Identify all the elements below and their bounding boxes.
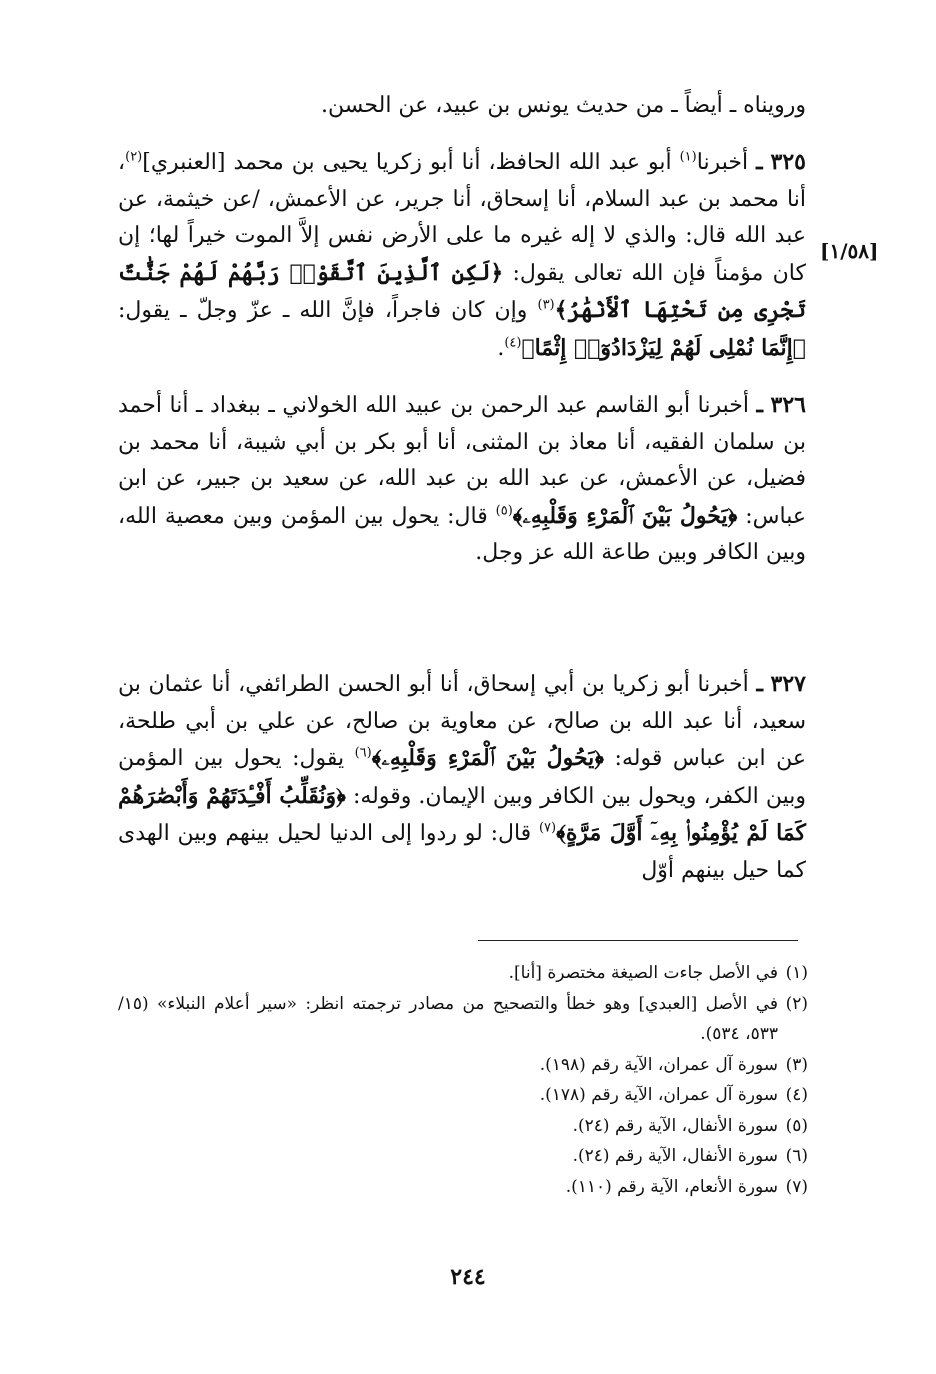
hadith-text: .: [497, 335, 505, 361]
footnote-number: (٥): [785, 1115, 808, 1136]
footnote: [118, 958, 808, 989]
footnote-ref-1[interactable]: (١): [679, 149, 697, 165]
hadith-text: أبو عبد الله الحافظ، أنا أبو زكريا يحيى بن محمد [العنبري]: [142, 150, 680, 175]
hadith-text: قال: يحول بين المؤمن وبين معصية الله، وبين الكافر وبين طاعة الله عز وجل.: [118, 503, 806, 565]
hadith-number: ٣٢٦: [770, 392, 806, 418]
footnote-ref-5[interactable]: (٥): [495, 503, 513, 519]
footnote-number: (٦): [785, 1146, 808, 1166]
footnote-ref-3[interactable]: (٣): [537, 297, 555, 313]
footnote-text: في الأصل جاءت الصيغة مختصرة [أنا].: [508, 963, 778, 983]
footnote-ref-7[interactable]: (٧): [538, 820, 557, 836]
footnote: [118, 1172, 808, 1203]
hadith-325: [118, 144, 806, 367]
footnote-ref-4[interactable]: (٤): [504, 335, 522, 351]
quran-verse: ﴿يَحُولُ بَيْنَ ٱلْمَرْءِ وَقَلْبِهِۦ﴾: [512, 502, 738, 529]
footnote-number: (١): [785, 963, 808, 983]
footnotes: [118, 958, 808, 1202]
hadith-dash: ـ: [756, 392, 763, 418]
footnote: [118, 1080, 808, 1111]
hadith-327: [118, 666, 806, 889]
page-number: ٢٤٤: [450, 1264, 486, 1290]
hadith-text: أخبرنا أبو القاسم عبد الرحمن بن عبيد الله الخولاني ـ ببغداد ـ أنا أحمد بن سلمان الفقيه، أنا معاذ بن المثنى، أنا أبو بكر بن أبي شيبة، أنا محمد بن فضيل، عن الأعمش، عن عبد الله بن عبد الله، عن سعيد بن جبير، عن ابن عباس:: [118, 393, 806, 529]
hadith-text: يقول: يحول بين المؤمن وبين الكفر، ويحول بين الكافر وبين الإيمان. وقوله:: [118, 746, 806, 809]
quran-verse: ﴿إِنَّمَا نُمْلِى لَهُمْ لِيَزْدَادُوٓا۟ إِثْمًا﴾: [521, 334, 806, 361]
hadith-number: ٣٢٧: [770, 671, 806, 697]
hadith-text: أخبرنا: [696, 150, 749, 175]
hadith-number: ٣٢٥: [770, 149, 806, 175]
hadith-text: قال: لو ردوا إلى الدنيا لحيل بينهم وبين الهدى كما حيل بينهم أوّل: [118, 821, 806, 883]
footnote-ref-2[interactable]: (٢): [125, 149, 143, 165]
hadith-text: ، أنا محمد بن عبد السلام، أنا إسحاق، أنا جرير، عن الأعمش، /عن خيثمة، عن عبد الله قال: والذي لا إله غيره ما على الأرض نفس إلاَّ الموت خيراً لها؛ إن كان مؤمناً فإن الله تعالى يقول:: [118, 150, 806, 286]
manuscript-folio-reference: [١/٥٨]: [820, 239, 879, 263]
footnote: [118, 1111, 808, 1142]
footnote-text: سورة آل عمران، الآية رقم (١٧٨).: [539, 1085, 778, 1105]
hadith-text: وإن كان فاجراً، فإنَّ الله ـ عزّ وجلّ ـ يقول:: [118, 298, 538, 323]
footnote-divider: [478, 940, 798, 941]
footnote: [118, 1050, 808, 1081]
footnote-text: سورة الأنعام، الآية رقم (١١٠).: [565, 1176, 778, 1197]
footnote-text: سورة آل عمران، الآية رقم (١٩٨).: [539, 1054, 778, 1075]
footnote-text: سورة الأنفال، الآية رقم (٢٤).: [572, 1146, 778, 1166]
intro-text: ورويناه ـ أيضاً ـ من حديث يونس بن عبيد، عن الحسن.: [321, 93, 806, 118]
quran-verse: ﴿لَكِنِ ٱلَّذِينَ ٱتَّقَوْا۟ رَبَّهُمْ لَهُمْ جَنَّٰتٌ تَجْرِى مِن تَحْتِهَا ٱلْأَنْهَٰرُ﴾: [118, 259, 806, 323]
intro-line: [118, 88, 806, 125]
quran-verse: ﴿يَحُولُ بَيْنَ ٱلْمَرْءِ وَقَلْبِهِۦ﴾: [371, 745, 605, 771]
footnote: [118, 1141, 808, 1172]
footnote-number: (٣): [785, 1054, 808, 1075]
hadith-dash: ـ: [756, 671, 763, 697]
hadith-dash: ـ: [756, 149, 763, 175]
footnote: [118, 989, 808, 1050]
footnote-number: (٤): [785, 1085, 808, 1105]
footnote-number: (٢): [785, 993, 808, 1014]
hadith-326: [118, 387, 806, 572]
footnote-number: (٧): [785, 1176, 808, 1197]
quran-verse: ﴿وَنُقَلِّبُ أَفْـِٔدَتَهُمْ وَأَبْصَٰرَهُمْ كَمَا لَمْ يُؤْمِنُوا۟ بِهِۦٓ أَوَّلَ مَرَّةٍ﴾: [118, 782, 806, 846]
footnote-text: في الأصل [العبدي] وهو خطأ والتصحيح من مصادر ترجمته انظر: «سير أعلام النبلاء» (١٥/ ٥٣٣، ٥٣٤).: [118, 993, 778, 1044]
footnote-text: سورة الأنفال، الآية رقم (٢٤).: [572, 1115, 778, 1136]
footnote-ref-6[interactable]: (٦): [354, 745, 372, 761]
hadith-text: أخبرنا أبو زكريا بن أبي إسحاق، أنا أبو الحسن الطرائفي، أنا عثمان بن سعيد، أنا عبد الله بن صالح، عن معاوية بن صالح، عن علي بن أبي طلحة، عن ابن عباس قوله:: [118, 672, 806, 771]
